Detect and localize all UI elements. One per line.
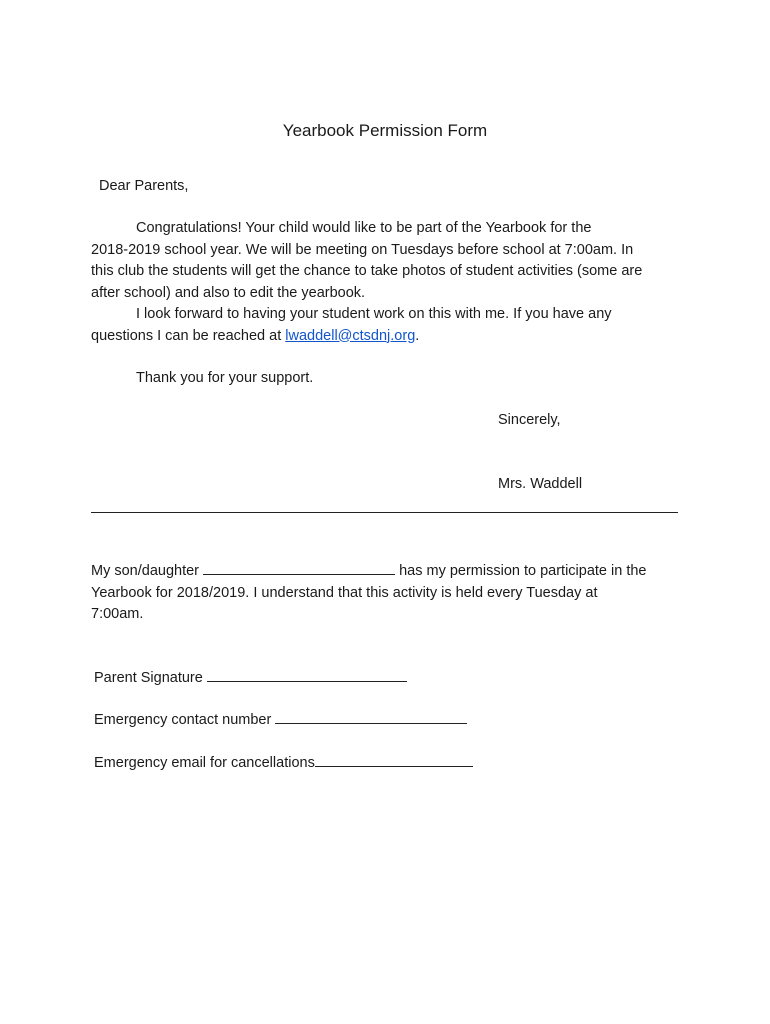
body-line: this club the students will get the chance to take photos of student activities (some are	[91, 263, 643, 279]
parent-signature-blank[interactable]	[207, 667, 407, 682]
body-line: I look forward to having your student work on this with me. If you have any	[136, 306, 612, 322]
emergency-email-blank[interactable]	[315, 752, 473, 767]
body-line: Congratulations! Your child would like to be part of the Yearbook for the	[136, 220, 592, 236]
body-line: 2018-2019 school year. We will be meeting on Tuesdays before school at 7:00am. In	[91, 241, 634, 258]
emergency-contact-blank[interactable]	[275, 709, 467, 724]
closing: Sincerely,	[498, 412, 561, 428]
permission-statement	[91, 560, 691, 626]
emergency-email-row	[94, 752, 473, 773]
letter-body	[91, 218, 691, 347]
emergency-contact-label: Emergency contact number	[94, 712, 272, 728]
contact-prefix: questions I can be reached at	[91, 327, 286, 344]
permission-line-3: 7:00am.	[91, 606, 144, 622]
emergency-contact-row	[94, 709, 467, 730]
body-line-contact	[91, 326, 691, 348]
divider	[91, 512, 678, 513]
contact-suffix: .	[415, 327, 420, 344]
permission-prefix: My son/daughter	[91, 563, 200, 579]
permission-line-2: Yearbook for 2018/2019. I understand that this activity is held every Tuesday at	[91, 584, 598, 601]
permission-suffix: has my permission to participate in the	[399, 563, 647, 579]
student-name-blank[interactable]	[203, 560, 395, 575]
parent-signature-label: Parent Signature	[94, 670, 203, 686]
body-line: after school) and also to edit the yearbook.	[91, 284, 366, 301]
email-link[interactable]: lwaddell@ctsdnj.org	[285, 327, 416, 344]
page-title: Yearbook Permission Form	[282, 121, 488, 140]
parent-signature-row	[94, 667, 407, 688]
emergency-email-label: Emergency email for cancellations	[94, 755, 315, 771]
greeting: Dear Parents,	[99, 178, 189, 194]
thanks-line: Thank you for your support.	[136, 370, 314, 386]
signature-name: Mrs. Waddell	[498, 476, 583, 492]
permission-line-1	[91, 560, 691, 583]
